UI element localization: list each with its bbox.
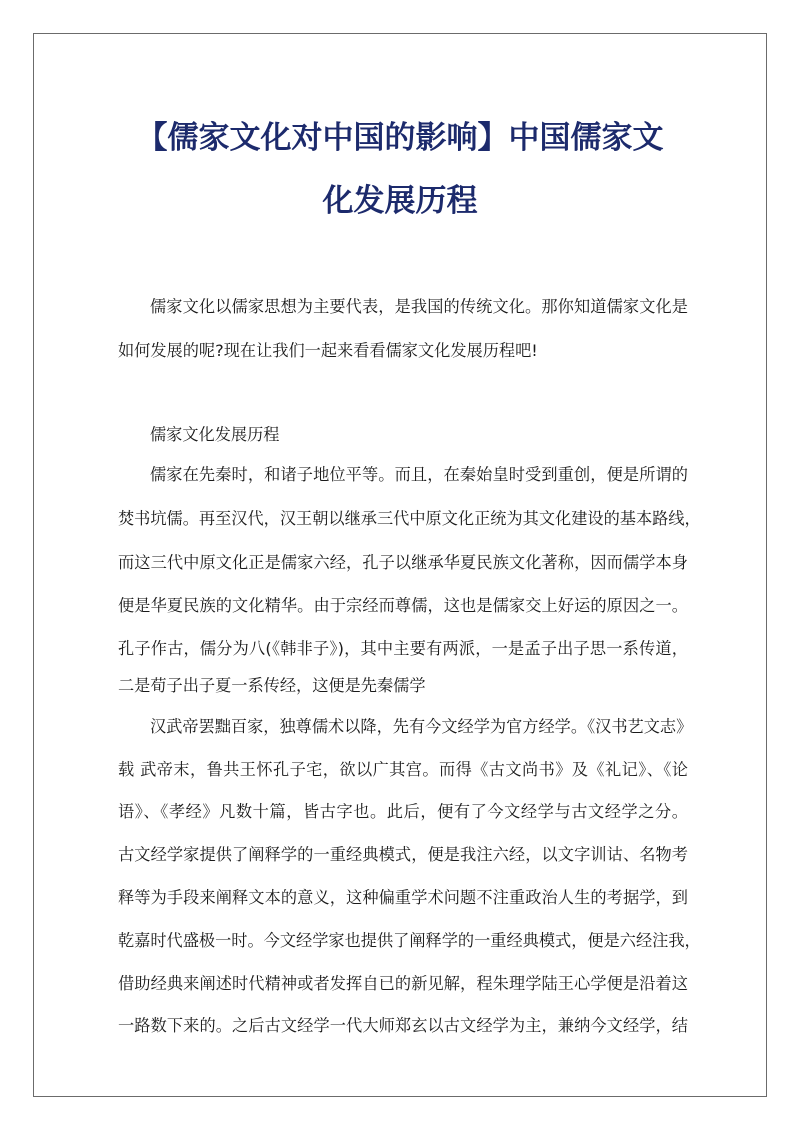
document-title-line-1: 【儒家文化对中国的影响】中国儒家文 [136, 120, 664, 156]
paragraph-2-line-5: 释等为手段来阐释文本的意义，这种偏重学术问题不注重政治人生的考据学，到 [118, 888, 688, 907]
paragraph-1-line-6: 二是荀子出子夏一系传经，这便是先秦儒学 [118, 676, 426, 695]
paragraph-2-line-8: 一路数下来的。之后古文经学一代大师郑玄以古文经学为主，兼纳今文经学，结 [118, 1016, 688, 1035]
paragraph-intro-line-1: 儒家文化以儒家思想为主要代表，是我国的传统文化。那你知道儒家文化是 [150, 297, 688, 316]
paragraph-1-line-4: 便是华夏民族的文化精华。由于宗经而尊儒，这也是儒家交上好运的原因之一。 [118, 596, 688, 615]
paragraph-1-line-1: 儒家在先秦时，和诸子地位平等。而且，在秦始皇时受到重创，便是所谓的 [150, 465, 688, 484]
paragraph-2-line-1: 汉武帝罢黜百家，独尊儒术以降，先有今文经学为官方经学。《汉书艺文志》 [150, 717, 693, 736]
section-heading: 儒家文化发展历程 [150, 425, 280, 444]
paragraph-2-line-7: 借助经典来阐述时代精神或者发挥自已的新见解，程朱理学陆王心学便是沿着这 [118, 974, 688, 993]
paragraph-2-line-3: 语》、《孝经》凡数十篇，皆古字也。此后，便有了今文经学与古文经学之分。 [118, 802, 688, 821]
document-title-line-2: 化发展历程 [322, 183, 478, 219]
paragraph-1-line-2: 焚书坑儒。再至汉代，汉王朝以继承三代中原文化正统为其文化建设的基本路线， [118, 509, 701, 528]
paragraph-intro-line-2: 如何发展的呢?现在让我们一起来看看儒家文化发展历程吧! [118, 341, 538, 360]
paragraph-2-line-4: 古文经学家提供了阐释学的一重经典模式，便是我注六经，以文字训诂、名物考 [118, 845, 688, 864]
paragraph-1-line-3: 而这三代中原文化正是儒家六经，孔子以继承华夏民族文化著称，因而儒学本身 [118, 553, 688, 572]
paragraph-2-line-6: 乾嘉时代盛极一时。今文经学家也提供了阐释学的一重经典模式，便是六经注我， [118, 931, 701, 950]
paragraph-2-line-2: 载 武帝末，鲁共王怀孔子宅，欲以广其宫。而得《古文尚书》及《礼记》、《论 [118, 760, 688, 779]
paragraph-1-line-5: 孔子作古，儒分为八(《韩非子》)，其中主要有两派，一是孟子出子思一系传道， [118, 639, 688, 658]
